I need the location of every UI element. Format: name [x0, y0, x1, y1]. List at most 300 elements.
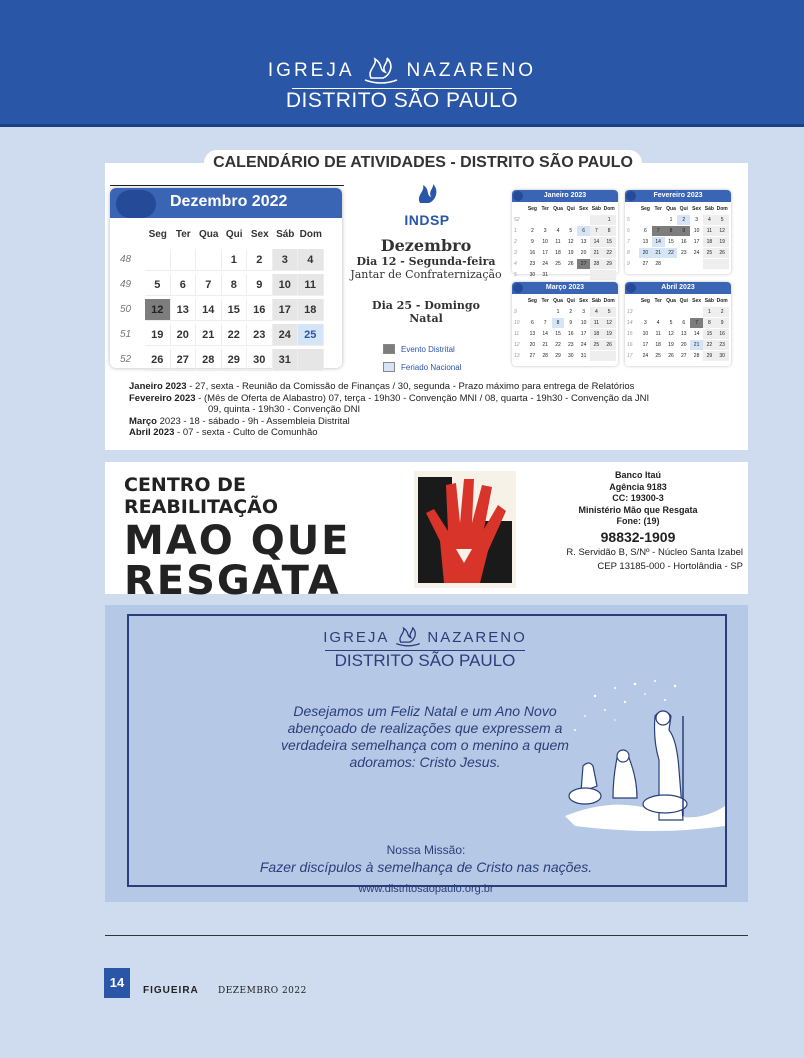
- calendar-week-row: [627, 247, 729, 258]
- mini-calendar-march: [512, 282, 618, 366]
- week-number: 1: [514, 227, 517, 234]
- hand-icon: [414, 471, 516, 588]
- indsp-label: INDSP: [404, 212, 450, 228]
- weekday-label: Seg: [148, 229, 167, 240]
- calendar-week-row: [514, 317, 616, 328]
- calendar-day: [298, 349, 324, 371]
- calendar-day: 23: [529, 260, 536, 267]
- weekday-label: Sex: [692, 297, 702, 304]
- calendar-day: 2: [569, 308, 573, 315]
- note-line: Janeiro 2023 - 27, sexta - Reunião da Comissão de Finanças / 30, segunda - Prazo máximo para entrega de Relatórios: [129, 381, 635, 392]
- flame-icon: [513, 283, 523, 293]
- week-number: 4: [514, 260, 517, 267]
- bank-ministry: Ministério Mão que Resgata: [578, 504, 698, 515]
- calendar-week-row: [627, 317, 729, 328]
- calendar-day: 26: [145, 349, 171, 371]
- calendar-day: 25: [555, 260, 561, 267]
- calendar-day: 4: [298, 249, 324, 271]
- calendar-week-row: [514, 258, 616, 269]
- calendar-day: 18: [655, 341, 661, 348]
- calendar-day: 29: [703, 351, 716, 361]
- calendar-day: [590, 215, 603, 225]
- calendar-day: 3: [543, 227, 547, 234]
- calendar-day: [665, 259, 678, 269]
- logo-right-text: NAZARENO: [427, 628, 527, 646]
- calendar-day: 31: [542, 271, 548, 278]
- mission-text: Fazer discípulos à semelhança de Cristo nas nações.: [259, 859, 593, 875]
- calendar-week-row: [627, 328, 729, 339]
- calendar-day: 26: [603, 340, 616, 350]
- week-number: 50: [120, 304, 132, 315]
- weekday-label: Qui: [679, 205, 688, 212]
- december-grid: [120, 222, 332, 372]
- ad-title-line: MAO QUE: [124, 518, 351, 564]
- calendar-day: 5: [669, 319, 673, 326]
- calendar-day: 3: [644, 319, 647, 326]
- week-number: 49: [120, 279, 132, 290]
- week-number: 9: [514, 308, 517, 315]
- ad-title: [124, 474, 380, 604]
- calendar-day: 24: [580, 341, 587, 348]
- calendar-day: 13: [529, 330, 536, 337]
- week-number: 48: [120, 254, 132, 265]
- calendar-day: 4: [556, 227, 560, 234]
- calendar-day: 6: [531, 319, 534, 326]
- calendar-day: 8: [222, 274, 248, 296]
- mini-title: Fevereiro 2023: [653, 192, 703, 199]
- calendar-day: 4: [703, 215, 716, 225]
- week-number: 5: [627, 216, 630, 223]
- calendar-day: 21: [590, 248, 603, 258]
- calendar-day: 11: [703, 226, 716, 236]
- calendar-title: CALENDÁRIO DE ATIVIDADES - DISTRITO SÃO PAULO: [204, 150, 642, 176]
- calendar-day: 30: [529, 271, 536, 278]
- calendar-day: 27: [577, 259, 590, 269]
- church-logo: [300, 626, 550, 671]
- weekday-label: Sáb: [276, 229, 295, 240]
- logo-subtitle: DISTRITO SÃO PAULO: [334, 651, 516, 670]
- calendar-day: 28: [590, 259, 603, 269]
- calendar-day: 13: [171, 299, 197, 321]
- calendar-week-row: [120, 297, 332, 322]
- calendar-week-row: [514, 350, 616, 361]
- logo-left-text: IGREJA: [267, 60, 355, 81]
- week-number: 2: [514, 238, 517, 245]
- calendar-day: 24: [542, 260, 548, 267]
- calendar-week-row: [120, 322, 332, 347]
- calendar-day: 13: [681, 330, 687, 337]
- page-number: 14: [104, 968, 130, 998]
- ad-title-line: CENTRO DE REABILITAÇÃO: [124, 474, 279, 518]
- calendar-day: 2: [247, 249, 273, 271]
- calendar-day: [539, 215, 552, 225]
- calendar-day: 31: [580, 352, 587, 359]
- calendar-day: [603, 270, 616, 280]
- calendar-day: 7: [652, 226, 665, 236]
- weekday-label: Sáb: [704, 205, 714, 212]
- calendar-week-row: [514, 306, 616, 317]
- calendar-day: 17: [273, 299, 299, 321]
- calendar-day: 14: [590, 237, 603, 247]
- calendar-day: 14: [196, 299, 222, 321]
- calendar-day: 30: [247, 349, 273, 371]
- calendar-day: 15: [222, 299, 248, 321]
- mini-title: Janeiro 2023: [543, 192, 587, 199]
- calendar-week-row: [627, 236, 729, 247]
- calendar-day: [690, 307, 703, 317]
- calendar-day: 29: [603, 259, 616, 269]
- calendar-day: 25: [298, 324, 324, 346]
- calendar-day: 18: [703, 237, 716, 247]
- calendar-day: 14: [542, 330, 548, 337]
- calendar-day: 13: [642, 238, 649, 245]
- calendar-day: [639, 307, 652, 317]
- calendar-day: 25: [655, 352, 661, 359]
- mission-statement: [200, 843, 652, 895]
- weekday-label: Seg: [640, 297, 650, 304]
- calendar-day: [564, 215, 577, 225]
- calendar-week-row: [514, 269, 616, 280]
- calendar-day: [577, 270, 590, 280]
- note-line: 09, quinta - 19h30 - Convenção DNI: [208, 404, 361, 415]
- calendar-notes: [129, 381, 649, 439]
- december-header: [110, 188, 342, 218]
- calendar-day: [716, 259, 729, 269]
- weekday-label: Qua: [666, 297, 676, 304]
- calendar-day: 20: [580, 249, 587, 256]
- calendar-day: 16: [681, 238, 687, 245]
- calendar-day: 9: [677, 226, 690, 236]
- calendar-day: 5: [603, 307, 616, 317]
- calendar-day: 9: [716, 318, 729, 328]
- calendar-day: 19: [568, 249, 574, 256]
- legend-label: Evento Distrital: [401, 344, 455, 354]
- weekday-label: Seg: [527, 205, 537, 212]
- calendar-week-row: [514, 328, 616, 339]
- calendar-day: 23: [568, 341, 574, 348]
- calendar-day: 24: [273, 324, 299, 346]
- calendar-day: 10: [693, 227, 700, 234]
- mini-calendar-january: [512, 190, 618, 278]
- weekday-label: Ter: [541, 205, 549, 212]
- flame-icon: [361, 56, 401, 86]
- calendar-day: 15: [668, 238, 674, 245]
- calendar-day: 26: [716, 248, 729, 258]
- page-header: [0, 0, 804, 127]
- calendar-day: 26: [568, 260, 574, 267]
- december-events: [345, 236, 507, 325]
- note-line: Março 2023 - 18 - sábado - 9h - Assembleia Distrital: [129, 415, 350, 427]
- calendar-day: 22: [665, 248, 678, 258]
- weekday-label: Ter: [541, 297, 549, 304]
- weekday-header-row: [120, 222, 332, 247]
- mini-calendar-april: [625, 282, 731, 366]
- calendar-day: [539, 307, 552, 317]
- calendar-day: 10: [580, 319, 587, 326]
- calendar-day: 14: [652, 237, 665, 247]
- week-number: 5: [514, 271, 517, 278]
- nativity-illustration: [555, 676, 735, 836]
- weekday-label: Seg: [640, 205, 650, 212]
- calendar-day: [665, 307, 678, 317]
- calendar-week-row: [120, 272, 332, 297]
- calendar-week-row: [514, 236, 616, 247]
- calendar-day: [590, 270, 603, 280]
- calendar-day: 20: [681, 341, 687, 348]
- weekday-label: Ter: [654, 205, 662, 212]
- logo-subtitle: DISTRITO SÃO PAULO: [285, 89, 519, 112]
- calendar-day: 17: [693, 238, 700, 245]
- calendar-day: 21: [196, 324, 222, 346]
- week-number: 13: [514, 352, 520, 359]
- calendar-day: 12: [603, 318, 616, 328]
- calendar-day: 19: [603, 329, 616, 339]
- calendar-day: 16: [247, 299, 273, 321]
- event-day: Dia 25 - Domingo: [372, 299, 480, 312]
- weekday-label: Qua: [553, 205, 563, 212]
- calendar-day: [677, 307, 690, 317]
- calendar-day: 28: [693, 352, 700, 359]
- calendar-day: 8: [552, 318, 565, 328]
- calendar-day: 8: [665, 226, 678, 236]
- calendar-day: 1: [222, 249, 248, 271]
- calendar-day: 26: [668, 352, 674, 359]
- calendar-day: [171, 249, 197, 271]
- flame-icon: [626, 283, 636, 293]
- address-line: R. Servidão B, S/Nº - Núcleo Santa Izabel: [566, 546, 743, 558]
- calendar-day: 19: [145, 324, 171, 346]
- calendar-day: 4: [656, 319, 660, 326]
- weekday-label: Qui: [679, 297, 688, 304]
- calendar-day: 22: [703, 340, 716, 350]
- calendar-week-row: [627, 350, 729, 361]
- calendar-day: 25: [703, 248, 716, 258]
- calendar-day: 22: [603, 248, 616, 258]
- calendar-day: 25: [590, 340, 603, 350]
- weekday-label: Sáb: [591, 297, 601, 304]
- week-number: 6: [627, 227, 630, 234]
- event-desc: Jantar de Confraternização: [350, 268, 502, 281]
- december-title: Dezembro 2022: [170, 193, 288, 210]
- calendar-day: 22: [222, 324, 248, 346]
- calendar-day: [526, 307, 539, 317]
- calendar-day: 20: [639, 248, 652, 258]
- calendar-day: 30: [568, 352, 574, 359]
- weekday-header-row: [627, 295, 729, 306]
- week-number: 10: [514, 319, 520, 326]
- christmas-message: Desejamos um Feliz Natal e um Ano Novo abençoado de realizações que expressem a verdadeira semelhança com o menino a quem adoramos: Cristo Jesus.: [281, 703, 569, 770]
- calendar-day: 28: [655, 260, 661, 267]
- calendar-day: 18: [555, 249, 561, 256]
- indsp-logo: [397, 183, 457, 228]
- calendar-day: 16: [716, 329, 729, 339]
- phone-number: 98832-1909: [600, 528, 676, 545]
- calendar-day: 23: [247, 324, 273, 346]
- calendar-day: 16: [529, 249, 536, 256]
- calendar-day: 29: [555, 352, 561, 359]
- calendar-day: 19: [668, 341, 674, 348]
- calendar-day: 7: [543, 319, 547, 326]
- calendar-day: 4: [590, 307, 603, 317]
- calendar-day: 1: [703, 307, 716, 317]
- calendar-day: [703, 259, 716, 269]
- calendar-day: [552, 270, 565, 280]
- logo-right-text: NAZARENO: [406, 60, 537, 81]
- calendar-day: 28: [542, 352, 548, 359]
- calendar-day: 21: [690, 340, 703, 350]
- footer-divider: [105, 935, 748, 936]
- calendar-day: 1: [556, 308, 560, 315]
- calendar-week-row: [627, 214, 729, 225]
- mission-title: Nossa Missão:: [386, 843, 466, 857]
- bank-name: Banco Itaú: [614, 470, 661, 480]
- calendar-week-row: [627, 306, 729, 317]
- calendar-day: 11: [298, 274, 324, 296]
- calendar-week-row: [120, 347, 332, 372]
- calendar-day: 9: [247, 274, 273, 296]
- calendar-day: 27: [681, 352, 687, 359]
- week-number: 17: [627, 352, 633, 359]
- week-number: 51: [120, 329, 132, 340]
- week-number: 9: [627, 260, 630, 267]
- weekday-label: Sáb: [591, 205, 601, 212]
- calendar-week-row: [627, 225, 729, 236]
- address-line: CEP 13185-000 - Hortolândia - SP: [597, 560, 743, 572]
- calendar-day: 24: [693, 249, 700, 256]
- bank-account: CC: 19300-3: [612, 493, 664, 503]
- calendar-day: 12: [716, 226, 729, 236]
- calendar-day: [690, 259, 703, 269]
- flame-icon: [393, 626, 423, 648]
- calendar-day: [145, 249, 171, 271]
- weekday-label: Dom: [603, 297, 615, 304]
- church-logo: [0, 56, 804, 113]
- calendar-day: 13: [580, 238, 587, 245]
- weekday-label: Qua: [199, 229, 219, 240]
- weekday-label: Sex: [692, 205, 702, 212]
- week-number: 11: [514, 330, 520, 337]
- calendar-day: [526, 215, 539, 225]
- calendar-day: 8: [703, 318, 716, 328]
- weekday-label: Qui: [225, 229, 243, 240]
- calendar-day: 19: [716, 237, 729, 247]
- calendar-day: [639, 215, 652, 225]
- calendar-day: 12: [568, 238, 574, 245]
- flame-icon: [626, 191, 636, 201]
- calendar-day: 11: [655, 330, 661, 337]
- hand-logo: [414, 471, 516, 588]
- week-number: 14: [627, 319, 633, 326]
- calendar-day: 20: [529, 341, 536, 348]
- calendar-day: 11: [555, 238, 561, 245]
- mini-title: Abril 2023: [661, 284, 695, 291]
- weekday-label: Qui: [566, 205, 575, 212]
- weekday-label: Qua: [553, 297, 563, 304]
- calendar-day: 14: [693, 330, 700, 337]
- calendar-week-row: [514, 339, 616, 350]
- weekday-label: Ter: [654, 297, 662, 304]
- calendar-day: 30: [716, 351, 729, 361]
- weekday-label: Sex: [579, 297, 589, 304]
- calendar-day: 24: [642, 352, 649, 359]
- calendar-day: 29: [222, 349, 248, 371]
- calendar-day: 9: [531, 238, 534, 245]
- calendar-day: [652, 307, 665, 317]
- issue-date: DEZEMBRO 2022: [218, 986, 307, 996]
- calendar-day: 16: [568, 330, 574, 337]
- weekday-label: Dom: [716, 205, 728, 212]
- mini-title: Março 2023: [545, 284, 585, 291]
- calendar-day: 3: [695, 216, 698, 223]
- calendar-day: 18: [590, 329, 603, 339]
- legend-swatch: [383, 344, 395, 354]
- calendar-day: 17: [542, 249, 548, 256]
- note-line: Fevereiro 2023 - (Mês de Oferta de Alabastro) 07, terça - 19h30 - Convenção MNI / 08, quarta - 19h30 - Convenção da JNI: [129, 392, 650, 404]
- week-number: 8: [627, 249, 630, 256]
- calendar-day: 27: [529, 352, 536, 359]
- week-number: 3: [514, 249, 517, 256]
- weekday-label: Sex: [579, 205, 589, 212]
- website-link[interactable]: www.distritosaopaulo.org.br: [358, 883, 494, 895]
- logo-left-text: IGREJA: [323, 628, 390, 646]
- events-month: Dezembro: [380, 236, 472, 255]
- flame-icon: [116, 190, 156, 218]
- legend-label: Feriado Nacional: [401, 362, 462, 372]
- weekday-label: Sex: [250, 229, 269, 240]
- week-number: 52: [514, 216, 520, 223]
- calendar-day: 6: [644, 227, 647, 234]
- calendar-week-row: [514, 247, 616, 258]
- calendar-day: 17: [642, 341, 649, 348]
- weekday-header-row: [514, 295, 616, 306]
- weekday-label: Sáb: [704, 297, 714, 304]
- weekday-label: Dom: [603, 205, 615, 212]
- calendar-day: 18: [298, 299, 324, 321]
- event-desc: Natal: [409, 312, 443, 325]
- calendar-week-row: [514, 225, 616, 236]
- calendar-day: 1: [669, 216, 673, 223]
- calendar-day: 12: [668, 330, 674, 337]
- calendar-day: 20: [171, 324, 197, 346]
- calendar-day: 11: [590, 318, 603, 328]
- calendar-day: 3: [273, 249, 299, 271]
- calendar-day: [577, 215, 590, 225]
- calendar-day: 6: [171, 274, 197, 296]
- calendar-day: 5: [716, 215, 729, 225]
- calendar-day: 8: [603, 226, 616, 236]
- calendar-day: 5: [145, 274, 171, 296]
- event-day: Dia 12 - Segunda-feira: [356, 255, 496, 268]
- calendar-day: [677, 259, 690, 269]
- weekday-label: Dom: [716, 297, 728, 304]
- legend-item: [383, 340, 461, 358]
- calendar-day: 10: [542, 238, 548, 245]
- legend-item: [383, 358, 461, 376]
- calendar-day: 9: [569, 319, 573, 326]
- calendar-day: [564, 270, 577, 280]
- calendar-day: 2: [531, 227, 534, 234]
- calendar-week-row: [627, 339, 729, 350]
- calendar-day: 22: [555, 341, 561, 348]
- calendar-day: 5: [569, 227, 573, 234]
- calendar-day: 3: [582, 308, 585, 315]
- calendar-day: 6: [682, 319, 686, 326]
- weekday-label: Seg: [527, 297, 537, 304]
- mini-calendar-february: [625, 190, 731, 274]
- calendar-day: 23: [716, 340, 729, 350]
- phone-label: Fone: (19): [616, 516, 660, 526]
- calendar-week-row: [514, 214, 616, 225]
